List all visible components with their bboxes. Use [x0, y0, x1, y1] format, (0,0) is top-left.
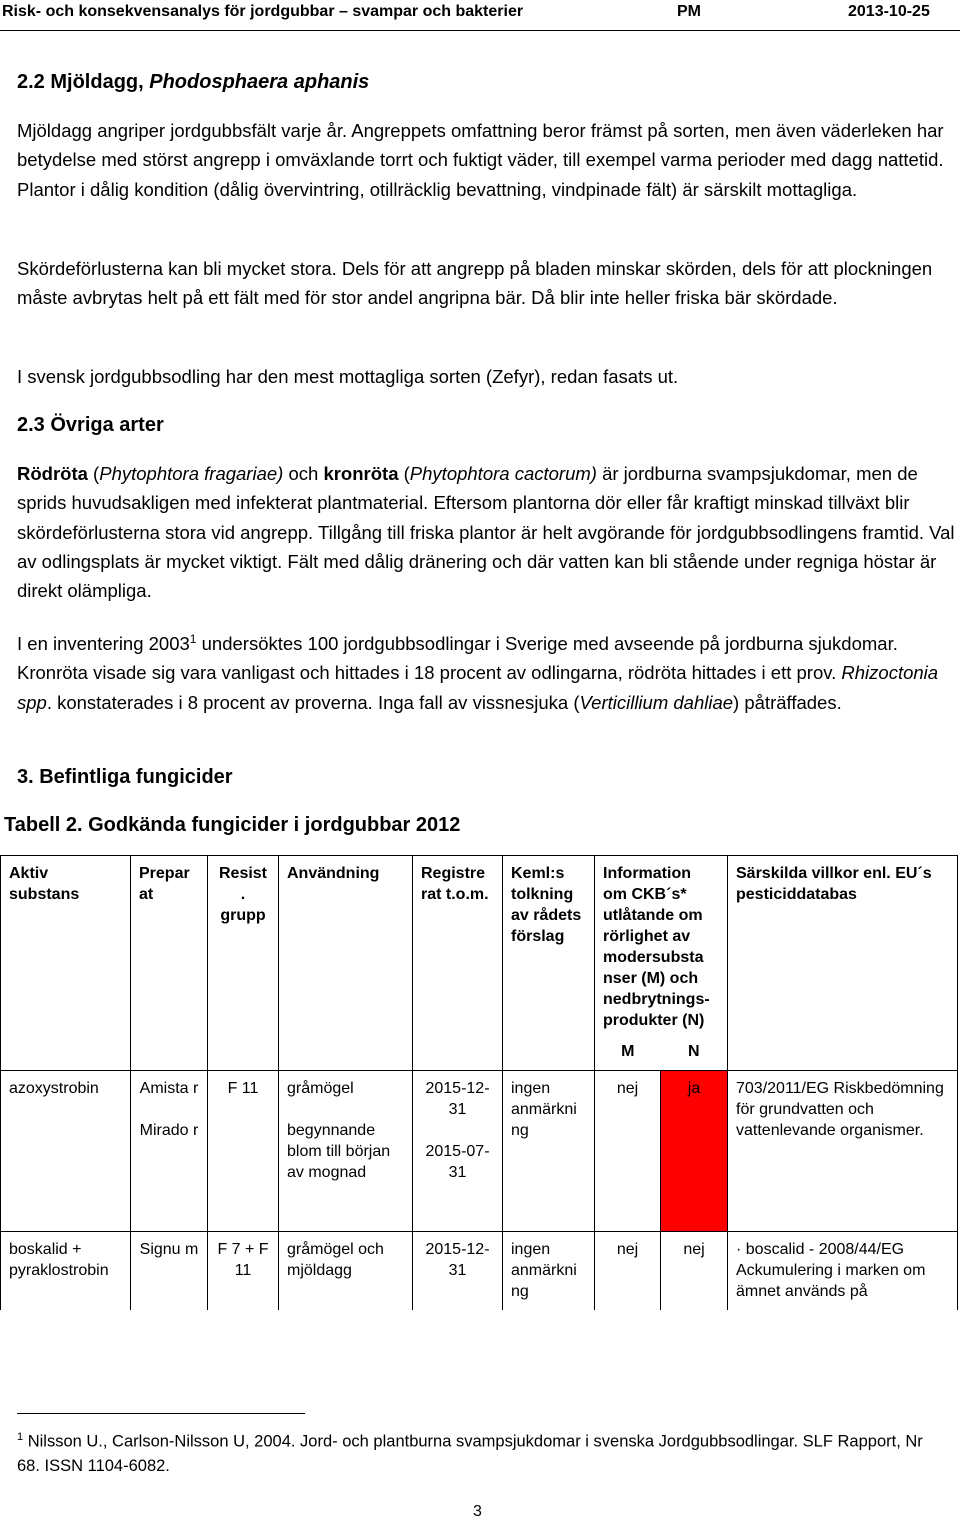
heading-number: 2.2 Mjöldagg, — [17, 71, 150, 93]
cell-gap — [287, 1099, 404, 1120]
header-preparation: Prepar at — [131, 856, 208, 1071]
special-text: boscalid - 2008/44/EG Ackumulering i marken om ämnet används på — [736, 1241, 926, 1300]
paragraph-yield-loss: Skördeförlusterna kan bli mycket stora. Dels för att angrepp på bladen minskar skörden, dels för att plockningen måste avbrytas helt på ett fält med för stor andel angripna bär. Då blir inte heller friska bär skördade. — [17, 258, 933, 309]
cell-resist-group: F 11 — [208, 1071, 279, 1232]
paragraph-zefyr: I svensk jordgubbsodling har den mest mottagliga sorten (Zefyr), redan fasats ut. — [17, 366, 679, 387]
text-fragment: . konstaterades i 8 procent av proverna. Inga fall av vissnesjuka ( — [46, 691, 580, 713]
header-ckb-m: M — [595, 1039, 661, 1071]
scientific-name: Rhizoctonia spp — [17, 662, 939, 713]
paragraph-root-rot — [17, 459, 957, 605]
scientific-name: Phytophtora cactorum) — [409, 463, 597, 484]
cell-preparation: Signu m — [131, 1232, 208, 1311]
text-fragment: undersöktes 100 jordgubbsodlingar i Sverige med avseende på jordburna sjukdomar. Kronröta visade sig vara vanligast och hittades i 18 procent av odlingarna, rödröta hittades i ett prov. — [17, 633, 898, 684]
cell-ckb-n: nej — [661, 1232, 728, 1311]
text-fragment: I en inventering 2003 — [17, 633, 190, 655]
cell-usage: gråmögel och mjöldagg — [279, 1232, 413, 1311]
term-kronrota: kronröta — [323, 463, 399, 484]
text-fragment: och — [283, 463, 324, 484]
table-title: Tabell 2. Godkända fungicider i jordgubbar 2012 — [4, 814, 461, 836]
text-fragment: ) påträffades. — [733, 691, 842, 713]
header-resist-group: Resist . grupp — [208, 856, 279, 1071]
footnote-reference[interactable]: 1 — [189, 632, 197, 646]
footnote-text: Nilsson U., Carlson-Nilsson U, 2004. Jord- och plantburna svampsjukdomar i svenska Jordgubbsodlingar. SLF Rapport, Nr 68. ISSN 1104-6082. — [17, 1432, 923, 1475]
table-row — [1, 1232, 958, 1311]
header-keml: Keml:s tolkning av rådets förslag — [503, 856, 595, 1071]
cell-gap — [421, 1120, 494, 1141]
preparation-name: Mirado r — [139, 1122, 199, 1139]
cell-keml: ingen anmärkni ng — [503, 1071, 595, 1232]
registered-date: 2015-12-31 — [425, 1080, 490, 1118]
section-heading-2-2 — [17, 70, 369, 94]
paragraph-inventory-2003 — [17, 625, 957, 717]
table-row — [1, 1071, 958, 1232]
table-header-row — [1, 856, 958, 1040]
heading-scientific-name: Phodosphaera aphanis — [149, 71, 370, 93]
cell-substance: azoxystrobin — [1, 1071, 131, 1232]
header-author: PM — [677, 3, 701, 20]
header-special-conditions: Särskilda villkor enl. EU´s pesticiddatabas — [728, 856, 958, 1071]
header-usage: Användning — [279, 856, 413, 1071]
usage-text: begynnande blom till början av mognad — [287, 1122, 391, 1181]
cell-registered — [413, 1071, 503, 1232]
bullet-mark: · — [736, 1241, 742, 1258]
text-fragment: ( — [398, 463, 410, 484]
cell-special-conditions — [728, 1232, 958, 1311]
text-fragment: är jordburna svampsjukdomar, men de sprids huvudsakligen med infekterat plantmaterial. Eftersom plantorna dör eller får kraftigt minskad tillväxt blir skördeförlusterna stora vid angrepp. Tillgång till friska plantor är helt avgörande för jordgubbsodlingens framtid. Val av odlingsplats är mycket viktigt. Fält med dålig dränering och där vatten kan bli stående under regniga höstar är direkt olämpliga. — [17, 463, 955, 602]
header-rule — [0, 30, 960, 31]
fungicide-table — [0, 855, 958, 1310]
section-heading-2-3: 2.3 Övriga arter — [17, 414, 164, 436]
header-substance: Aktiv substans — [1, 856, 131, 1071]
cell-gap — [139, 1099, 199, 1120]
paragraph-mildew-intro: Mjöldagg angriper jordgubbsfält varje år. Angreppets omfattning beror främst på sorten, men även väderleken har betydelse med störst angrepp i omväxlande torrt och fuktigt väder, till exempel varma perioder med dagg nattetid. Plantor i dålig kondition (dålig övervintring, otillräcklig bevattning, vindpinade fält) är särskilt mottagliga. — [17, 120, 944, 200]
cell-usage — [279, 1071, 413, 1232]
scientific-name: Phytophtora fragariae) — [99, 463, 284, 484]
text-fragment: ( — [87, 463, 100, 484]
cell-registered: 2015-12-31 — [413, 1232, 503, 1311]
cell-preparation — [131, 1071, 208, 1232]
cell-special-conditions: 703/2011/EG Riskbedömning för grundvatten och vattenlevande organismer. — [728, 1071, 958, 1232]
page-number: 3 — [473, 1503, 482, 1520]
cell-ckb-n-highlight: ja — [661, 1071, 728, 1232]
header-ckb-n: N — [661, 1039, 728, 1071]
header-registered: Registre rat t.o.m. — [413, 856, 503, 1071]
footnote — [17, 1425, 937, 1478]
footnote-number: 1 — [17, 1431, 24, 1443]
page-header — [0, 0, 960, 30]
cell-ckb-m: nej — [595, 1071, 661, 1232]
footnote-rule — [17, 1413, 305, 1414]
cell-ckb-m: nej — [595, 1232, 661, 1311]
section-heading-3: 3. Befintliga fungicider — [17, 766, 233, 788]
header-title: Risk- och konsekvensanalys för jordgubbar – svampar och bakterier — [2, 3, 524, 20]
term-rodrota: Rödröta — [17, 463, 88, 484]
preparation-name: Amista r — [139, 1080, 199, 1097]
cell-keml: ingen anmärkni ng — [503, 1232, 595, 1311]
cell-substance: boskalid + pyraklostrobin — [1, 1232, 131, 1311]
header-date: 2013-10-25 — [848, 3, 930, 20]
header-ckb: Information om CKB´s* utlåtande om rörlighet av modersubsta nser (M) och nedbrytnings-produkter (N) — [595, 856, 728, 1040]
registered-date: 2015-07-31 — [425, 1143, 490, 1181]
cell-resist-group: F 7 + F 11 — [208, 1232, 279, 1311]
usage-text: gråmögel — [287, 1080, 354, 1097]
scientific-name: Verticillium dahliae — [579, 691, 734, 713]
